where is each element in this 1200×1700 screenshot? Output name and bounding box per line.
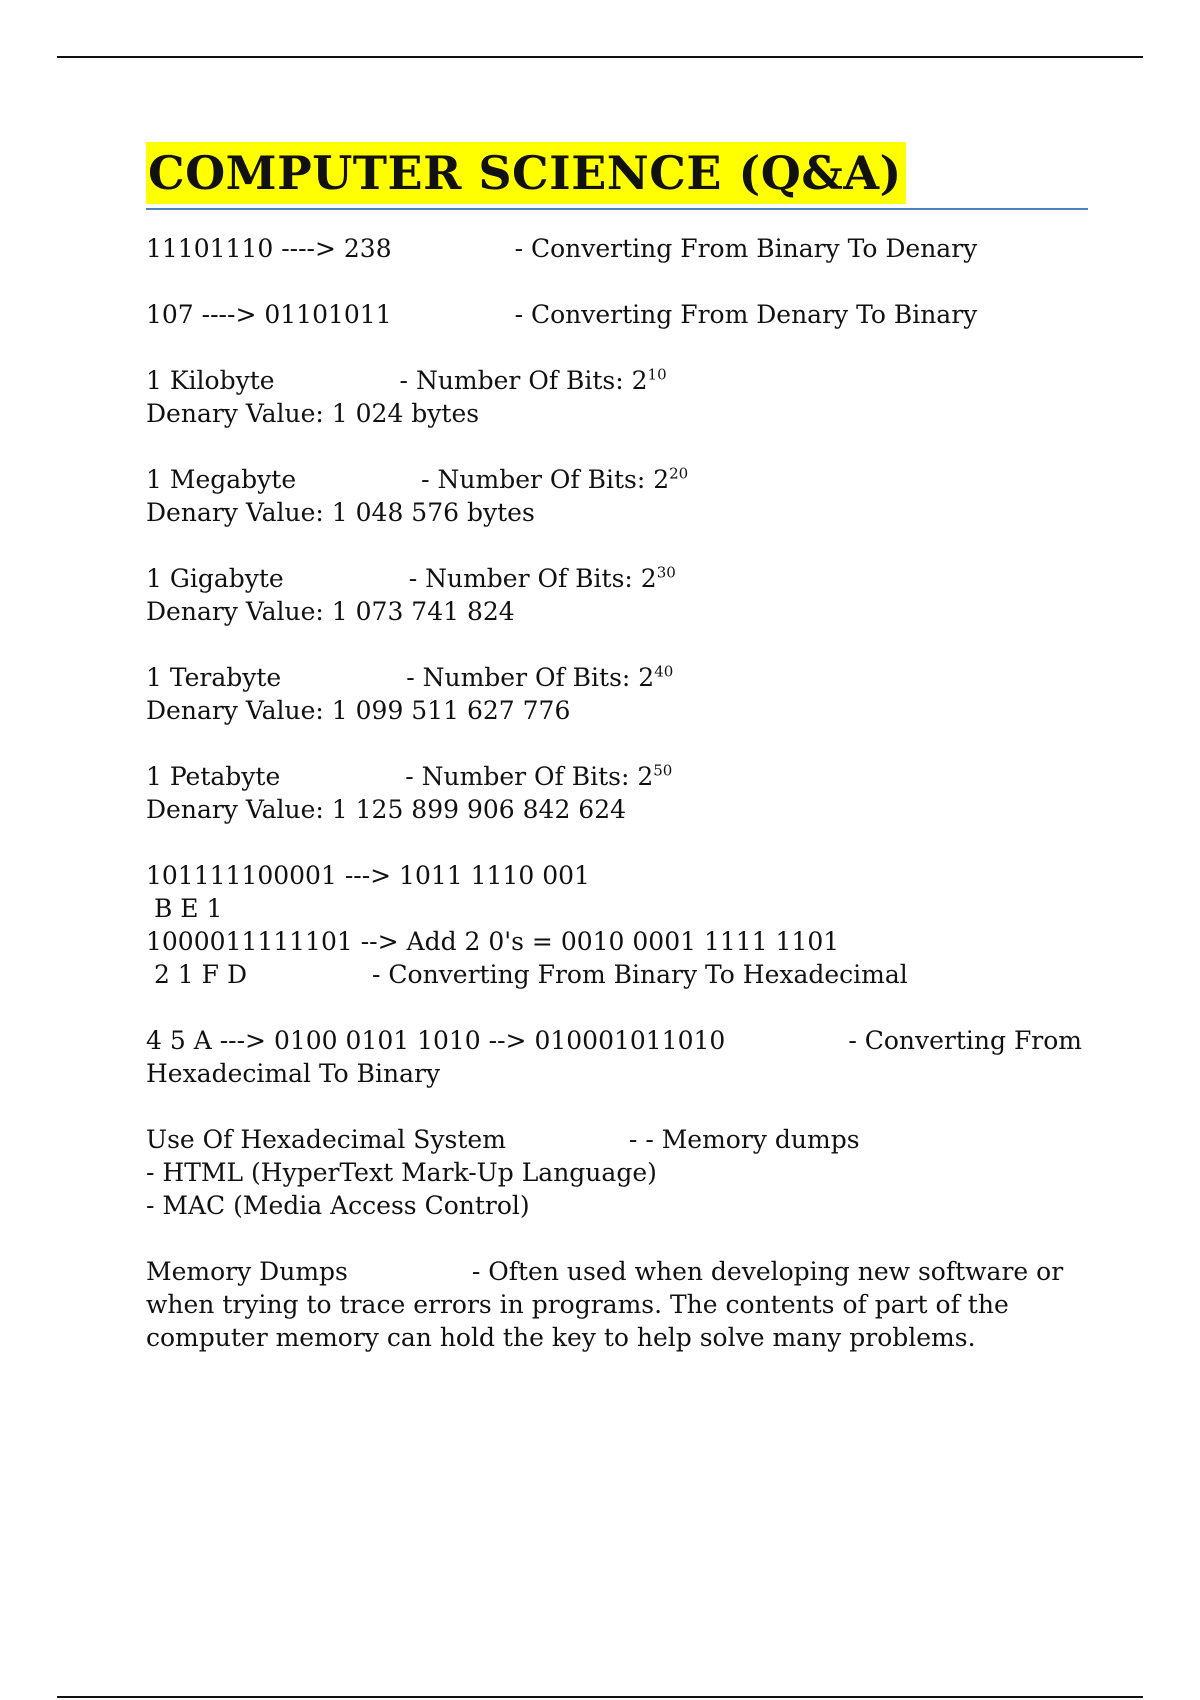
qa-line: [146, 364, 1088, 397]
footer-rule: [57, 1696, 1143, 1698]
qa-gigabyte: [146, 562, 1088, 628]
question-text: 4 5 A ---> 0100 0101 1010 --> 010001011010: [146, 1026, 726, 1055]
question-text: 11101110 ----> 238: [146, 234, 392, 263]
qa-line: [146, 463, 1088, 496]
question-text: 1 Gigabyte: [146, 564, 284, 593]
exponent: 50: [653, 761, 673, 780]
qa-line: [146, 1255, 1088, 1354]
answer-text: - Number Of Bits: 2: [399, 366, 648, 395]
answer-text: Hexadecimal To Binary: [146, 1059, 441, 1088]
denary-value: Denary Value: 1 024 bytes: [146, 399, 480, 428]
denary-value: Denary Value: 1 099 511 627 776: [146, 696, 571, 725]
qa-denary-to-binary: [146, 298, 1088, 331]
qa-line: [146, 661, 1088, 694]
qa-kilobyte: [146, 364, 1088, 430]
qa-megabyte: [146, 463, 1088, 529]
document-content: [146, 232, 1088, 1354]
answer-text: - Number Of Bits: 2: [406, 663, 655, 692]
denary-value: Denary Value: 1 125 899 906 842 624: [146, 795, 627, 824]
question-text: Use Of Hexadecimal System: [146, 1125, 506, 1154]
answer-text: - Number Of Bits: 2: [421, 465, 670, 494]
qa-line: [146, 562, 1088, 595]
question-text: 1 Megabyte: [146, 465, 297, 494]
qa-line: [146, 1024, 1088, 1057]
exponent: 20: [669, 464, 689, 483]
denary-value: Denary Value: 1 073 741 824: [146, 597, 515, 626]
qa-line: [146, 298, 1088, 331]
answer-text: - Converting From Binary To Hexadecimal: [372, 960, 908, 989]
question-text: Memory Dumps: [146, 1257, 348, 1286]
question-text: 107 ----> 01101011: [146, 300, 392, 329]
answer-text: - Converting From: [848, 1026, 1083, 1055]
header-rule: [57, 56, 1143, 58]
question-text: B E 1: [146, 894, 223, 923]
answer-text: - MAC (Media Access Control): [146, 1191, 530, 1220]
qa-hexadecimal-to-binary: [146, 1024, 1088, 1090]
qa-hexadecimal-uses: [146, 1123, 1088, 1222]
qa-petabyte: [146, 760, 1088, 826]
denary-value: Denary Value: 1 048 576 bytes: [146, 498, 535, 527]
answer-text: - Number Of Bits: 2: [408, 564, 657, 593]
question-text: 1000011111101 --> Add 2 0's = 0010 0001 1111 1101: [146, 927, 840, 956]
question-text: 1 Kilobyte: [146, 366, 275, 395]
question-text: 1 Petabyte: [146, 762, 281, 791]
answer-text: - - Memory dumps: [628, 1125, 860, 1154]
answer-text: - HTML (HyperText Mark-Up Language): [146, 1158, 657, 1187]
question-text: 101111100001 ---> 1011 1110 001: [146, 861, 590, 890]
qa-line: [146, 1123, 1088, 1156]
qa-binary-to-hexadecimal: [146, 859, 1088, 991]
answer-text: - Converting From Denary To Binary: [514, 300, 978, 329]
answer-text: - Converting From Binary To Denary: [514, 234, 978, 263]
qa-terabyte: [146, 661, 1088, 727]
exponent: 40: [654, 662, 674, 681]
qa-binary-to-denary: [146, 232, 1088, 265]
question-text: 1 Terabyte: [146, 663, 282, 692]
page-title: COMPUTER SCIENCE (Q&A): [146, 142, 906, 204]
qa-line: [146, 760, 1088, 793]
question-text: 2 1 F D: [146, 960, 247, 989]
qa-line: [146, 958, 1088, 991]
document-page: [146, 142, 1088, 1387]
answer-text: - Often used when developing new software or when trying to trace errors in programs. The contents of part of the computer memory can hold the key to help solve many problems.: [146, 1257, 1064, 1352]
qa-memory-dumps: [146, 1255, 1088, 1354]
title-underline: [146, 208, 1088, 210]
exponent: 10: [647, 365, 667, 384]
exponent: 30: [656, 563, 676, 582]
qa-line: [146, 232, 1088, 265]
answer-text: - Number Of Bits: 2: [405, 762, 654, 791]
